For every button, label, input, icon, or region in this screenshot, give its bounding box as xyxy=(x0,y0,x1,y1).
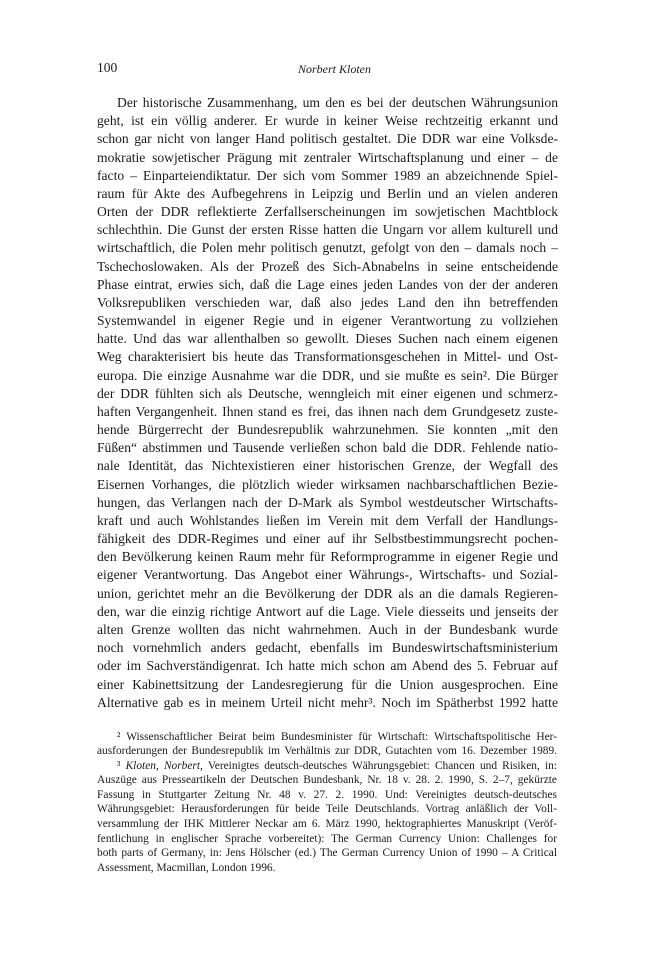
footnote-line: Währungsgebiet: Herausforderungen für beide Teile Deutschlands. Vortrag anläßlich der Voll- xyxy=(97,803,557,816)
footnote-line xyxy=(97,730,557,745)
body-line: Tschechoslowaken. Als der Prozeß des Sich-Abnabelns in seine entscheidende xyxy=(97,258,558,274)
footnote-line: fentlichung in englischer Sprache vorbereitet): The German Currency Union: Challenges for xyxy=(97,832,557,845)
body-line: den, war die einzig richtige Antwort auf die Lage. Viele diesseits und jenseits der xyxy=(97,603,558,619)
body-line: den Bevölkerung keinen Raum mehr für Reformprogramme in eigener Regie und xyxy=(97,549,558,565)
footnote-marker: ² xyxy=(117,730,121,743)
footnote-author: Kloten, Norbert, xyxy=(125,759,203,772)
footnote-line: ausforderungen der Bundesrepublik im Verhältnis zur DDR, Gutachten vom 16. Dezember 1989. xyxy=(97,745,557,758)
body-line: eigener Verantwortung. Das Angebot einer Währungs-, Wirtschafts- und Sozial- xyxy=(97,567,558,583)
running-head: Norbert Kloten xyxy=(298,62,372,76)
body-line: alten Grenze wollten das nicht wahrnehmen. Auch in der Bundesbank wurde xyxy=(97,621,558,637)
body-line: noch vornehmlich anders gedacht, ebenfalls im Bundeswirtschaftsministerium xyxy=(97,640,558,656)
body-line: Alternative gab es in meinem Urteil nicht mehr³. Noch im Spätherbst 1992 hatte xyxy=(97,694,558,710)
body-line: oder im Sachverständigenrat. Ich hatte mich schon am Abend des 5. Februar auf xyxy=(97,658,558,674)
footnote-line: Assessment, Macmillan, London 1996. xyxy=(97,861,276,874)
footnote-line: both parts of Germany, in: Jens Hölscher (ed.) The German Currency Union of 1990 – A Critical xyxy=(97,847,557,860)
body-line: europa. Die einzige Ausnahme war die DDR, und sie mußte es sein². Die Bürger xyxy=(97,367,558,383)
body-line: wirtschaftlich, die Polen mehr politisch genutzt, gefolgt von den – damals noch – xyxy=(97,240,558,256)
footnote-line: Auszüge aus Presseartikeln der Deutschen Bundesbank, Nr. 18 v. 28. 2. 1990, S. 2–7, gekürzte xyxy=(97,774,557,787)
body-line: schlechthin. Die Gunst der ersten Risse hatten die Ungarn vor allem kulturell und xyxy=(97,222,558,238)
body-line: Phase eintrat, erwies sich, daß die Lage eines jeden Landes von der der anderen xyxy=(97,276,558,292)
body-line: raum für Akte des Aufbegehrens in Leipzig und Berlin und an vielen anderen xyxy=(97,185,558,201)
body-line: mokratie sowjetischer Prägung mit zentraler Wirtschaftsplanung und einer – de xyxy=(97,149,558,165)
body-text xyxy=(97,94,558,712)
page-number: 100 xyxy=(97,60,118,75)
footnote-3 xyxy=(97,759,557,875)
body-line: hende Bürgerrecht der Bundesrepublik wahrzunehmen. Sie konnten „mit den xyxy=(97,422,558,438)
body-line: Volksrepubliken verschieden war, daß also jedes Land den ihn betreffenden xyxy=(97,294,558,310)
body-line: einer Kabinettsitzung der Landesregierung für die Union ausgesprochen. Eine xyxy=(97,676,558,692)
body-line: hatte. Und das war allenthalben so gewollt. Dieses Suchen nach einem eigenen xyxy=(97,331,558,347)
body-line: haften Vergangenheit. Ihnen stand es frei, das ihnen nach dem Grundgesetz zuste- xyxy=(97,403,558,419)
body-line: nale Identität, das Nichtexistieren einer historischen Grenze, der Wegfall des xyxy=(97,458,558,474)
footnote-line xyxy=(97,759,557,774)
footnotes xyxy=(97,730,557,875)
body-line: hungen, das Verlangen nach der D-Mark als Symbol westdeutscher Wirtschafts- xyxy=(97,494,558,510)
body-line: kraft und auch Wohlstandes ließen im Verein mit dem Verfall der Handlungs- xyxy=(97,512,558,528)
body-line: union, gerichtet mehr an die Bevölkerung der DDR als an die damals Regieren- xyxy=(97,585,558,601)
footnote-text: Wissenschaftlicher Beirat beim Bundesminister für Wirtschaft: Wirtschaftspolitische Her- xyxy=(126,730,557,743)
body-line: fähigkeit des DDR-Regimes und einer auf ihr Selbstbestimmungsrecht pochen- xyxy=(97,531,558,547)
footnote-2 xyxy=(97,730,557,759)
body-line: Orten der DDR reflektierte Zerfallserscheinungen im sowjetischen Machtblock xyxy=(97,204,558,220)
footnote-line: Fassung in Stuttgarter Zeitung Nr. 48 v. 27. 2. 1990. Und: Vereinigtes deutsch-deutsches xyxy=(97,788,557,801)
body-line: Der historische Zusammenhang, um den es bei der deutschen Währungsunion xyxy=(117,95,558,110)
footnote-marker: ³ xyxy=(117,759,121,772)
body-line: Füßen“ abstimmen und Tausende verließen schon bald die DDR. Fehlende natio- xyxy=(97,440,558,456)
body-line: schon gar nicht von langer Hand politisch gestaltet. Die DDR war eine Volksde- xyxy=(97,131,558,147)
body-line: facto – Einparteiendiktatur. Der sich vom Sommer 1989 an abzeichnende Spiel- xyxy=(97,167,558,183)
body-line: Eisernen Vorhanges, die plötzlich wieder wirksamen nachbarschaftlichen Bezie- xyxy=(97,476,558,492)
body-line: Systemwandel in eigener Regie und in eigener Verantwortung zu vollziehen xyxy=(97,313,558,329)
body-line: Weg charakterisiert bis heute das Transformationsgeschehen in Mittel- und Ost- xyxy=(97,349,558,365)
footnote-line: versammlung der IHK Mittlerer Neckar am 6. März 1990, hektographiertes Manuskript (Veröf- xyxy=(97,817,557,830)
footnote-text: Vereinigtes deutsch-deutsches Währungsgebiet: Chancen und Risiken, in: xyxy=(207,759,557,772)
body-line: geht, ist ein völlig anderer. Er wurde in keiner Weise rechtzeitig erkannt und xyxy=(97,113,558,129)
body-line: der DDR fühlten sich als Deutsche, wenngleich mit einer eigenen und schmerz- xyxy=(97,385,558,401)
